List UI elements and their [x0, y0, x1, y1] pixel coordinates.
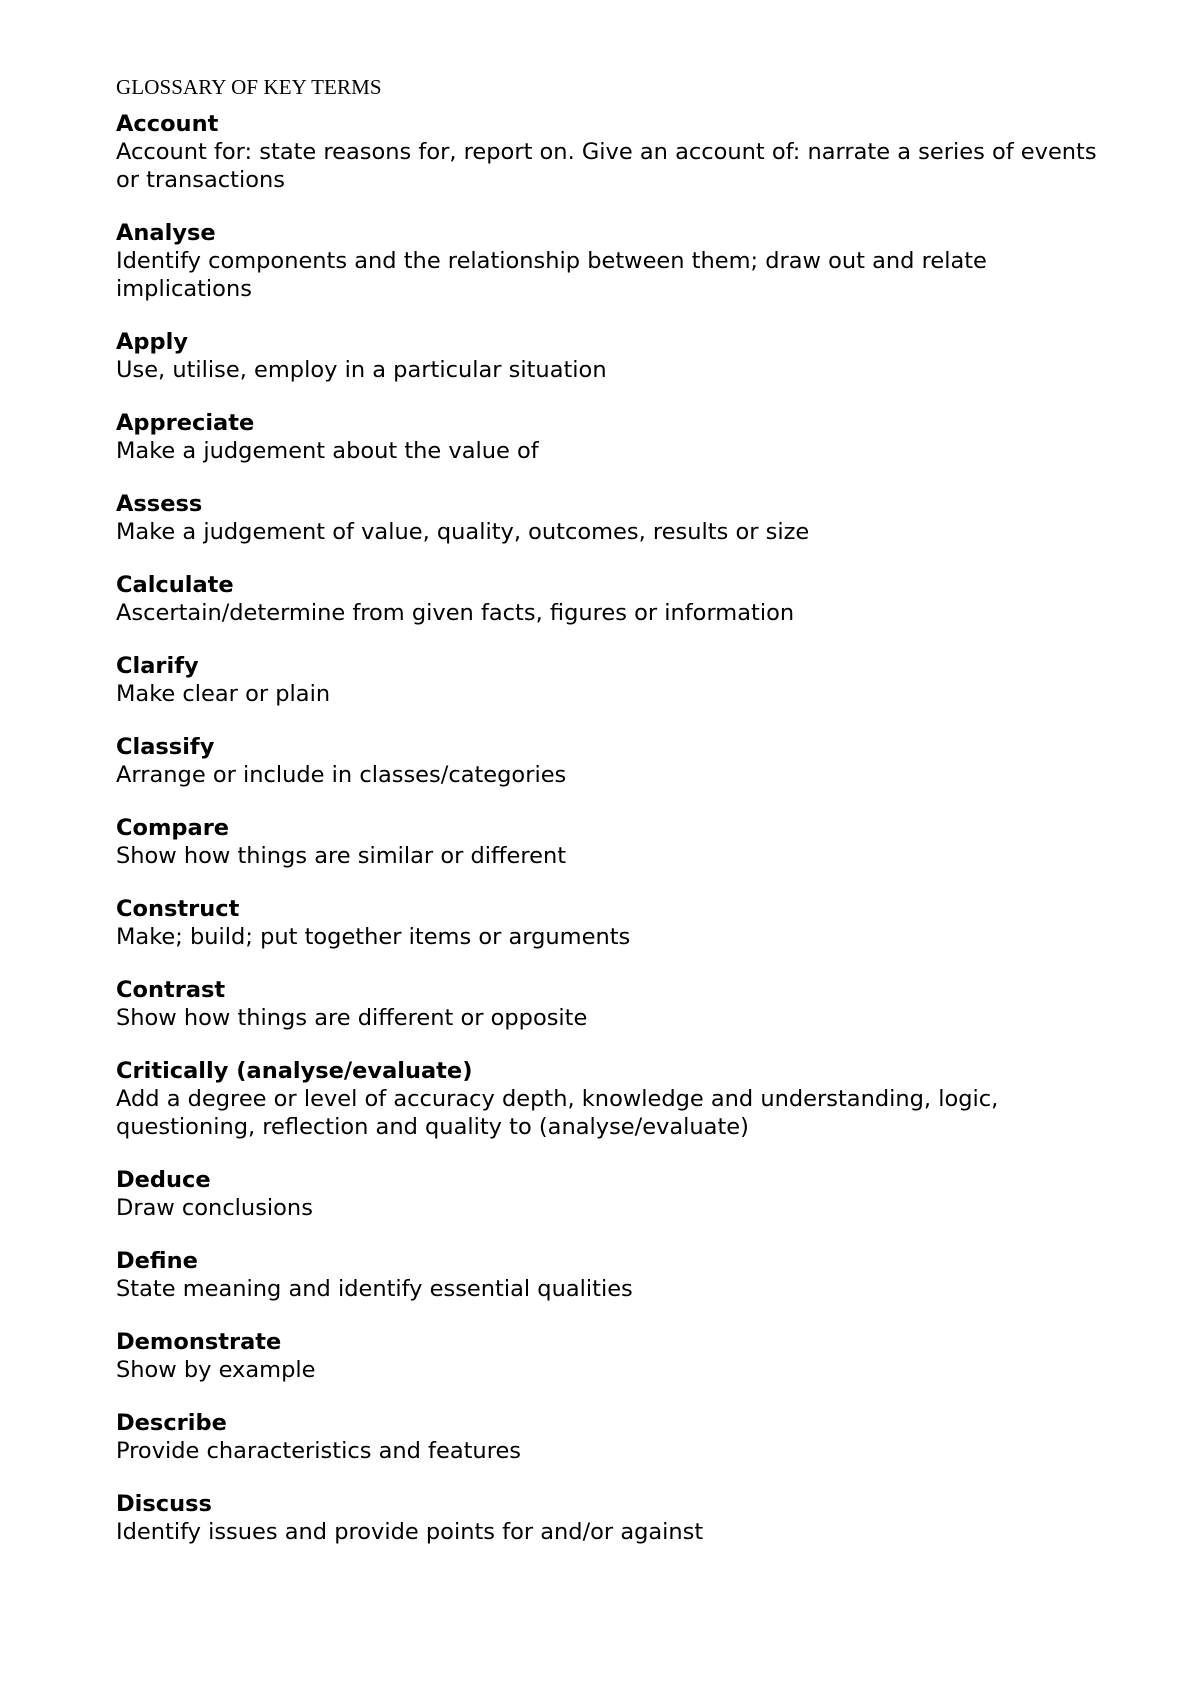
glossary-definition: Show by example: [116, 1357, 316, 1383]
glossary-definition: Ascertain/determine from given facts, figures or information: [116, 600, 795, 626]
glossary-definition: State meaning and identify essential qualities: [116, 1276, 633, 1302]
glossary-entry-discuss: [116, 1490, 1120, 1546]
glossary-term: Construct: [116, 896, 240, 922]
glossary-term: Critically (analyse/evaluate): [116, 1058, 473, 1084]
glossary-entry-deduce: [116, 1166, 1120, 1222]
glossary-entry-analyse: [116, 219, 1120, 303]
glossary-entry-describe: [116, 1409, 1120, 1465]
glossary-term: Describe: [116, 1410, 227, 1436]
glossary-entry-assess: [116, 490, 1120, 546]
glossary-definition: Make; build; put together items or arguments: [116, 924, 631, 950]
glossary-term: Compare: [116, 815, 230, 841]
glossary-entry-critically: [116, 1057, 1120, 1141]
glossary-entry-define: [116, 1247, 1120, 1303]
glossary-definition: Show how things are different or opposite: [116, 1005, 588, 1031]
glossary-definition: Make a judgement of value, quality, outcomes, results or size: [116, 519, 810, 545]
glossary-definition: Identify issues and provide points for and/or against: [116, 1519, 704, 1545]
glossary-entry-clarify: [116, 652, 1120, 708]
glossary-entry-account: [116, 110, 1120, 194]
glossary-definition: Draw conclusions: [116, 1195, 313, 1221]
glossary-term: Account: [116, 111, 219, 137]
glossary-term: Analyse: [116, 220, 216, 246]
glossary-entry-classify: [116, 733, 1120, 789]
glossary-term: Apply: [116, 329, 189, 355]
glossary-entry-appreciate: [116, 409, 1120, 465]
glossary-term: Clarify: [116, 653, 199, 679]
glossary-entry-apply: [116, 328, 1120, 384]
glossary-term: Calculate: [116, 572, 234, 598]
glossary-term: Assess: [116, 491, 203, 517]
glossary-definition: Make clear or plain: [116, 681, 331, 707]
glossary-definition: Add a degree or level of accuracy depth, knowledge and understanding, logic, questioning, reflection and quality to (analyse/evaluate): [116, 1086, 999, 1140]
glossary-term: Demonstrate: [116, 1329, 282, 1355]
glossary-definition: Account for: state reasons for, report on. Give an account of: narrate a series of events or transactions: [116, 139, 1097, 193]
glossary-entry-demonstrate: [116, 1328, 1120, 1384]
glossary-entry-compare: [116, 814, 1120, 870]
glossary-entry-construct: [116, 895, 1120, 951]
page-title: GLOSSARY OF KEY TERMS: [116, 75, 382, 99]
glossary-term: Discuss: [116, 1491, 212, 1517]
glossary-definition: Show how things are similar or different: [116, 843, 567, 869]
glossary-term: Appreciate: [116, 410, 255, 436]
glossary-definition: Identify components and the relationship between them; draw out and relate implications: [116, 248, 987, 302]
glossary-definition: Make a judgement about the value of: [116, 438, 539, 464]
glossary-definition: Provide characteristics and features: [116, 1438, 522, 1464]
glossary-term: Contrast: [116, 977, 226, 1003]
glossary-definition: Use, utilise, employ in a particular situation: [116, 357, 607, 383]
glossary-entry-calculate: [116, 571, 1120, 627]
glossary-entry-contrast: [116, 976, 1120, 1032]
glossary-definition: Arrange or include in classes/categories: [116, 762, 567, 788]
glossary-term: Classify: [116, 734, 215, 760]
glossary-term: Define: [116, 1248, 198, 1274]
glossary-term: Deduce: [116, 1167, 211, 1193]
